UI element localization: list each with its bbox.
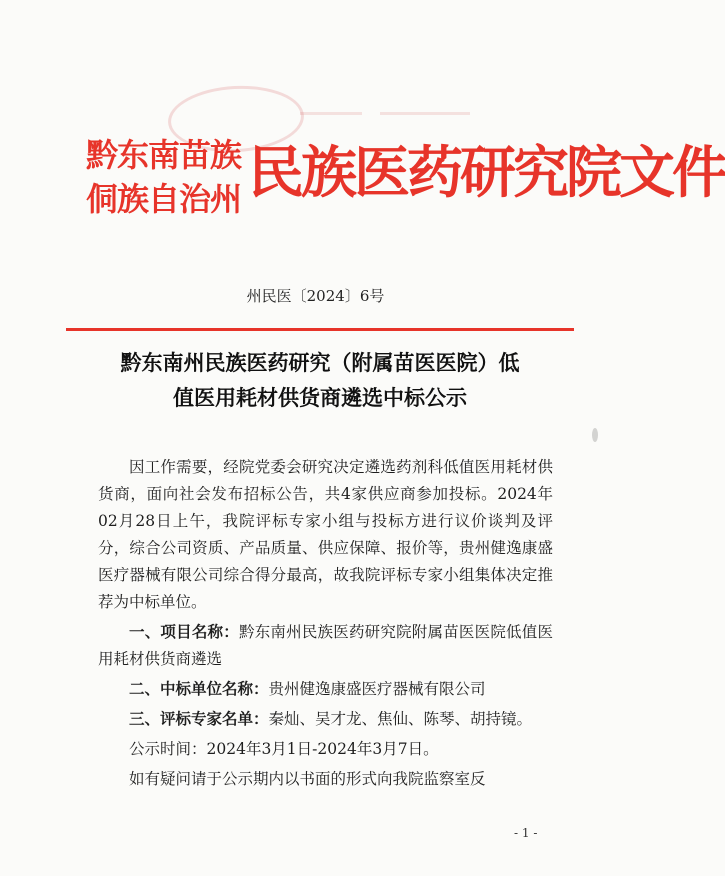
issuer-line-1: 黔东南苗族	[86, 136, 242, 174]
title-line-1: 黔东南州民族医药研究（附属苗医医院）低	[120, 350, 520, 375]
faded-stamp-line	[380, 112, 470, 115]
intro-paragraph: 因工作需要，经院党委会研究决定遴选药剂科低值医用耗材供货商，面向社会发布招标公告，共4家供应商参加投标。2024年02月28日上午，我院评标专家小组与投标方进行议价谈判及评分，综合公司资质、产品质量、供应保障、报价等，贵州健逸康盛医疗器械有限公司综合得分最高，故我院评标专家小组集体决定推荐为中标单位。	[98, 458, 553, 611]
title-line-2: 值医用耗材供货商遴选中标公示	[173, 385, 467, 410]
issuer-line-2: 侗族自治州	[86, 180, 242, 218]
issuer-name	[86, 133, 246, 221]
expert-list-item	[98, 706, 553, 733]
page-number: - 1 -	[514, 826, 538, 840]
document-title	[70, 345, 570, 415]
expert-list-label: 三、评标专家名单：	[129, 710, 269, 728]
winning-bidder-item	[98, 676, 553, 703]
project-name-item	[98, 619, 553, 673]
expert-list-value: 秦灿、吴才龙、焦仙、陈琴、胡持镜。	[268, 710, 533, 728]
document-number: 州民医〔2024〕6号	[246, 287, 385, 305]
publicity-period: 公示时间：2024年3月1日-2024年3月7日。	[129, 740, 439, 758]
winning-bidder-value: 贵州健逸康盛医疗器械有限公司	[268, 680, 486, 698]
document-header	[86, 129, 725, 225]
contact-paragraph: 如有疑问请于公示期内以书面的形式向我院监察室反	[129, 770, 486, 788]
document-body	[98, 454, 553, 793]
red-divider	[66, 328, 574, 331]
project-name-label: 一、项目名称：	[129, 623, 239, 641]
project-name-value: 黔东南州民族医药研究院附属苗医医院低值医用耗材供货商遴选	[98, 623, 553, 668]
faded-stamp-line	[300, 112, 362, 115]
document-type: 民族医药研究院文件	[248, 140, 725, 206]
scan-mark	[592, 428, 598, 442]
winning-bidder-label: 二、中标单位名称：	[129, 680, 269, 698]
